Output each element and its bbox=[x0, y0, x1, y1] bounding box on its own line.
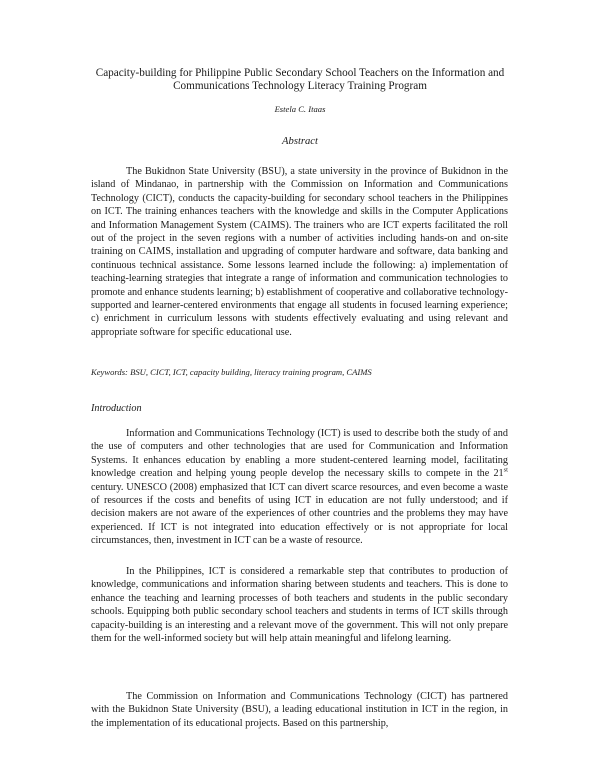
abstract-text: The Bukidnon State University (BSU), a state university in the province of Bukidnon in the island of Mindanao, in partnership with the Commission on Information and Communications Technology (CICT), conducts the capacity-building for secondary school teachers in the Philippines on ICT. The training enhances teachers with the knowledge and skills in the Computer Applications and Information Management System (CAIMS). The trainers who are ICT experts facilitated the roll out of the project in the seven regions with a number of activities including hands-on and on-site training on CAIMS, installation and upgrading of computer hardware and software, data banking and continuous technical assistance. Some lessons learned include the following: a) implementation of teaching-learning strategies that integrate a range of information and communication technologies to promote and enhance students learning; b) establishment of cooperative and collaborative technology-supported and learner-centered environments that engage all students in focused learning experience; c) enrichment in curriculum lessons with students effectively evaluating and using relevant and appropriate software for specific educational use. bbox=[91, 166, 508, 338]
intro-paragraph-3 bbox=[91, 690, 508, 730]
intro-p1-superscript: st bbox=[503, 466, 508, 474]
abstract-paragraph bbox=[91, 165, 508, 339]
section-heading-introduction: Introduction bbox=[91, 403, 142, 414]
title-line-2: Communications Technology Literacy Training Program bbox=[173, 80, 427, 92]
intro-p1-text-a: Information and Communications Technology (ICT) is used to describe both the study of and the use of computers and other technologies that are used for Communication and Information Systems. It enhances education by enabling a more student-centered learning model, facilitating knowledge creation and helping young people develop the necessary skills to compete in the 21 bbox=[91, 428, 508, 480]
intro-p2-text: In the Philippines, ICT is considered a remarkable step that contributes to production of knowledge, communications and information sharing between students and teachers. This is done to enhance the teaching and learning processes of both teachers and students in the public secondary schools. Equipping both public secondary school teachers and students in terms of ICT skills through capacity-building is an interesting and a relevant move of the government. This will not only prepare them for the well-informed society but will help attain meaningful and lifelong learning. bbox=[91, 566, 508, 645]
title-line-1: Capacity-building for Philippine Public Secondary School Teachers on the Information and bbox=[95, 67, 505, 79]
author-name: Estela C. Itaas bbox=[274, 104, 326, 114]
intro-p3-text: The Commission on Information and Communications Technology (CICT) has partnered with the Bukidnon State University (BSU), a leading educational institution in ICT in the region, in the implementation of its educational projects. Based on this partnership, bbox=[91, 691, 508, 729]
paper-title bbox=[80, 67, 520, 93]
intro-paragraph-2 bbox=[91, 565, 508, 645]
intro-paragraph-1 bbox=[91, 427, 508, 548]
abstract-heading: Abstract bbox=[282, 136, 318, 147]
intro-p1-text-b: century. UNESCO (2008) emphasized that ICT can divert scarce resources, and even become a waste of resources if the costs and benefits of using ICT in education are not fully understood; and if decision makers are not aware of the experiences of other countries and the problems they may have experienced. If ICT is not integrated into education effectively or is not appropriate for local circumstances, then, investment in ICT can be a waste of resource. bbox=[91, 481, 508, 547]
keywords: Keywords: BSU, CICT, ICT, capacity building, literacy training program, CAIMS bbox=[91, 367, 372, 377]
